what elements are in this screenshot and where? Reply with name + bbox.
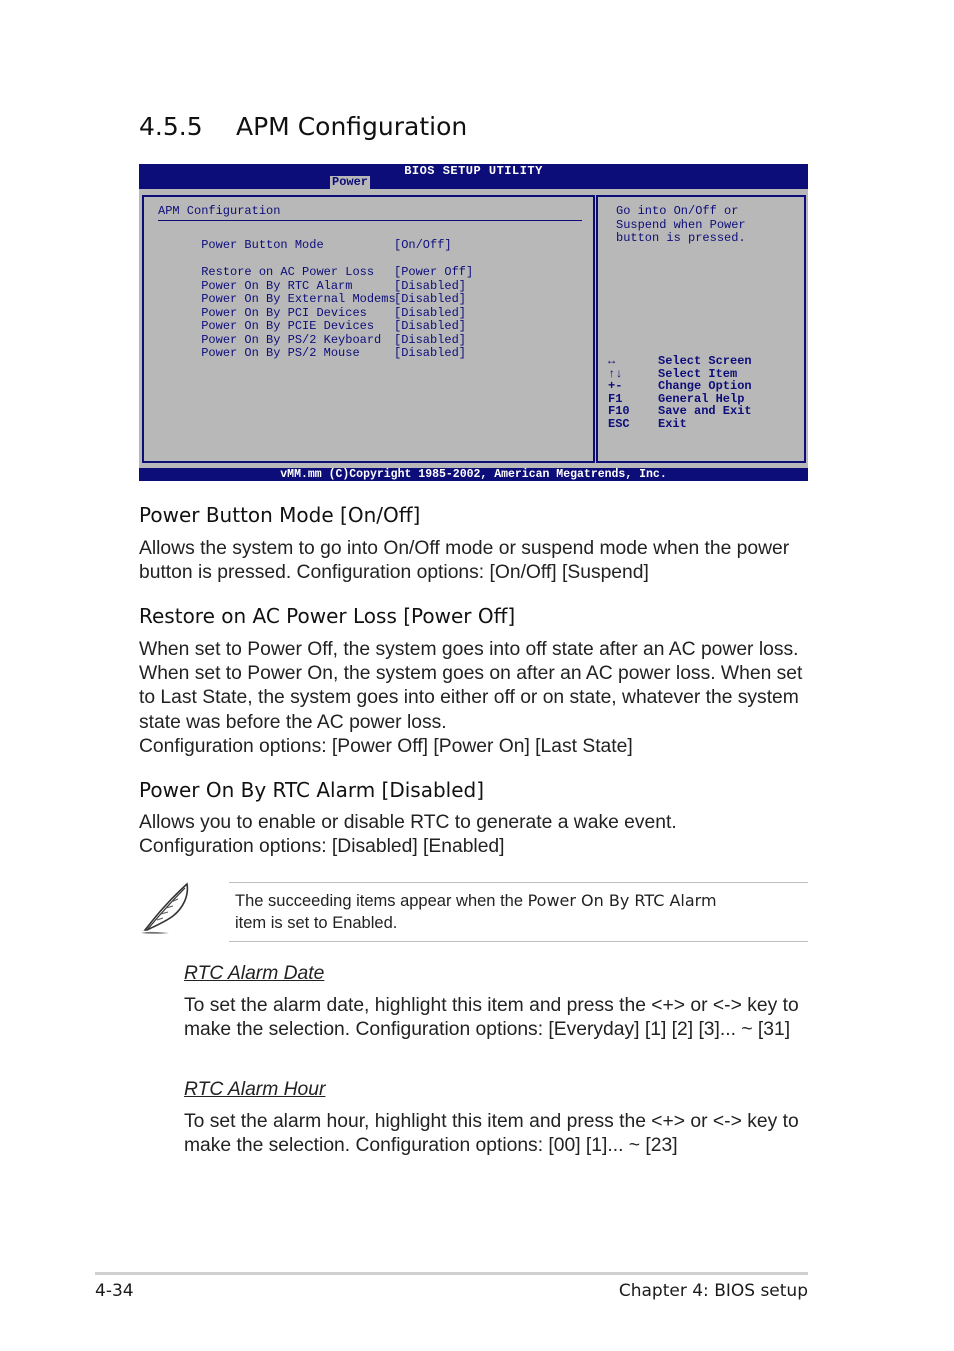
page-number: 4-34 (95, 1281, 134, 1301)
bios-row-label: Power Button Mode (201, 238, 324, 252)
bios-row-label: Restore on AC Power Loss (201, 265, 375, 279)
key-desc-exit: Exit (658, 416, 687, 431)
key-desc-select-item: Select Item (658, 366, 738, 381)
bios-row-label: Power On By PCI Devices (201, 305, 367, 320)
note-item-name: Power On By RTC Alarm (527, 891, 717, 910)
key-f1: F1 (608, 391, 623, 406)
bios-help-text: Go into On/Off or Suspend when Power button is pressed. (616, 204, 746, 245)
bios-heading-underline (158, 220, 582, 221)
chapter-title: Chapter 4: BIOS setup (618, 1281, 808, 1301)
bios-row-label: Power On By RTC Alarm (201, 278, 353, 293)
note-box (139, 880, 808, 942)
text-rtc-alarm-date: To set the alarm date, highlight this item and press the <+> or <-> key to make the selection. Configuration options: [Everyday] [1] [2] [3]... ~ [31] (184, 995, 799, 1041)
key-f10: F10 (608, 404, 630, 418)
key-plus-minus: +- (608, 379, 623, 393)
bios-help-panel (596, 195, 806, 463)
bios-title-bar (139, 164, 808, 189)
bios-screenshot (139, 164, 808, 481)
bios-row-value[interactable]: [Disabled] (394, 346, 467, 360)
options-rtc-alarm: Configuration options: [Disabled] [Enabled] (139, 836, 505, 858)
bios-row-value[interactable]: [Disabled] (394, 278, 467, 293)
bios-panel-heading: APM Configuration (158, 204, 281, 218)
heading-rtc-alarm-date: RTC Alarm Date (184, 963, 325, 984)
note-text-before: The succeeding items appear when the (235, 892, 528, 910)
bios-row-value[interactable]: [Disabled] (394, 332, 467, 347)
heading-rtc-alarm-hour: RTC Alarm Hour (184, 1079, 326, 1100)
section-name: APM Configuration (236, 112, 468, 141)
note-bottom-rule (229, 941, 808, 942)
heading-rtc-alarm: Power On By RTC Alarm [Disabled] (139, 778, 485, 802)
key-desc-save-exit: Save and Exit (658, 404, 752, 418)
text-rtc-alarm: Allows you to enable or disable RTC to generate a wake event. (139, 812, 677, 833)
bios-title: BIOS SETUP UTILITY (404, 164, 543, 178)
heading-power-button-mode: Power Button Mode [On/Off] (139, 503, 421, 527)
bios-tab-power[interactable]: Power (332, 175, 369, 189)
key-desc-select-screen: Select Screen (658, 354, 752, 368)
bios-row-value[interactable]: [Disabled] (394, 292, 467, 306)
key-desc-general-help: General Help (658, 391, 745, 406)
section-number: 4.5.5 (139, 112, 203, 141)
options-restore-ac-power-loss: Configuration options: [Power Off] [Power On] [Last State] (139, 735, 633, 757)
note-top-rule (229, 882, 808, 883)
bios-row-label: Power On By PCIE Devices (201, 319, 375, 333)
up-down-arrow-icon: ↑↓ (608, 366, 623, 381)
note-text-after: item is set to Enabled. (235, 914, 398, 932)
bios-settings-panel (142, 195, 595, 463)
text-power-button-mode: Allows the system to go into On/Off mode or suspend mode when the power button is pressed. Configuration options: [On/Off] [Suspend] (139, 538, 790, 584)
bios-row-value[interactable]: [Power Off] (394, 265, 474, 279)
heading-restore-ac-power-loss: Restore on AC Power Loss [Power Off] (139, 604, 516, 628)
feather-quill-icon (139, 880, 195, 936)
bios-row-ps2-mouse[interactable] (158, 332, 467, 374)
bios-row-label: Power On By PS/2 Mouse (201, 346, 360, 360)
bios-row-label: Power On By External Modems (201, 292, 396, 306)
key-desc-change-option: Change Option (658, 379, 752, 393)
bios-row-value[interactable]: [On/Off] (394, 238, 452, 252)
bios-copyright-bar: vMM.mm (C)Copyright 1985-2002, American Megatrends, Inc. (139, 468, 808, 481)
key-esc: ESC (608, 416, 630, 431)
text-rtc-alarm-hour: To set the alarm hour, highlight this item and press the <+> or <-> key to make the selection. Configuration options: [00] [1]... ~ [23] (184, 1111, 799, 1157)
bios-row-value[interactable]: [Disabled] (394, 319, 467, 333)
left-right-arrow-icon: ↔ (608, 354, 616, 368)
bios-row-value[interactable]: [Disabled] (394, 305, 467, 320)
section-title (139, 112, 467, 141)
bios-row-label: Power On By PS/2 Keyboard (201, 332, 382, 347)
note-text (235, 890, 805, 934)
text-restore-ac-power-loss: When set to Power Off, the system goes into off state after an AC power loss. When set to Power On, the system goes on after an AC power loss. When set to Last State, the system goes into either off or on state, whatever the system state was before the AC power loss. (139, 639, 803, 733)
footer-rule (95, 1272, 808, 1275)
